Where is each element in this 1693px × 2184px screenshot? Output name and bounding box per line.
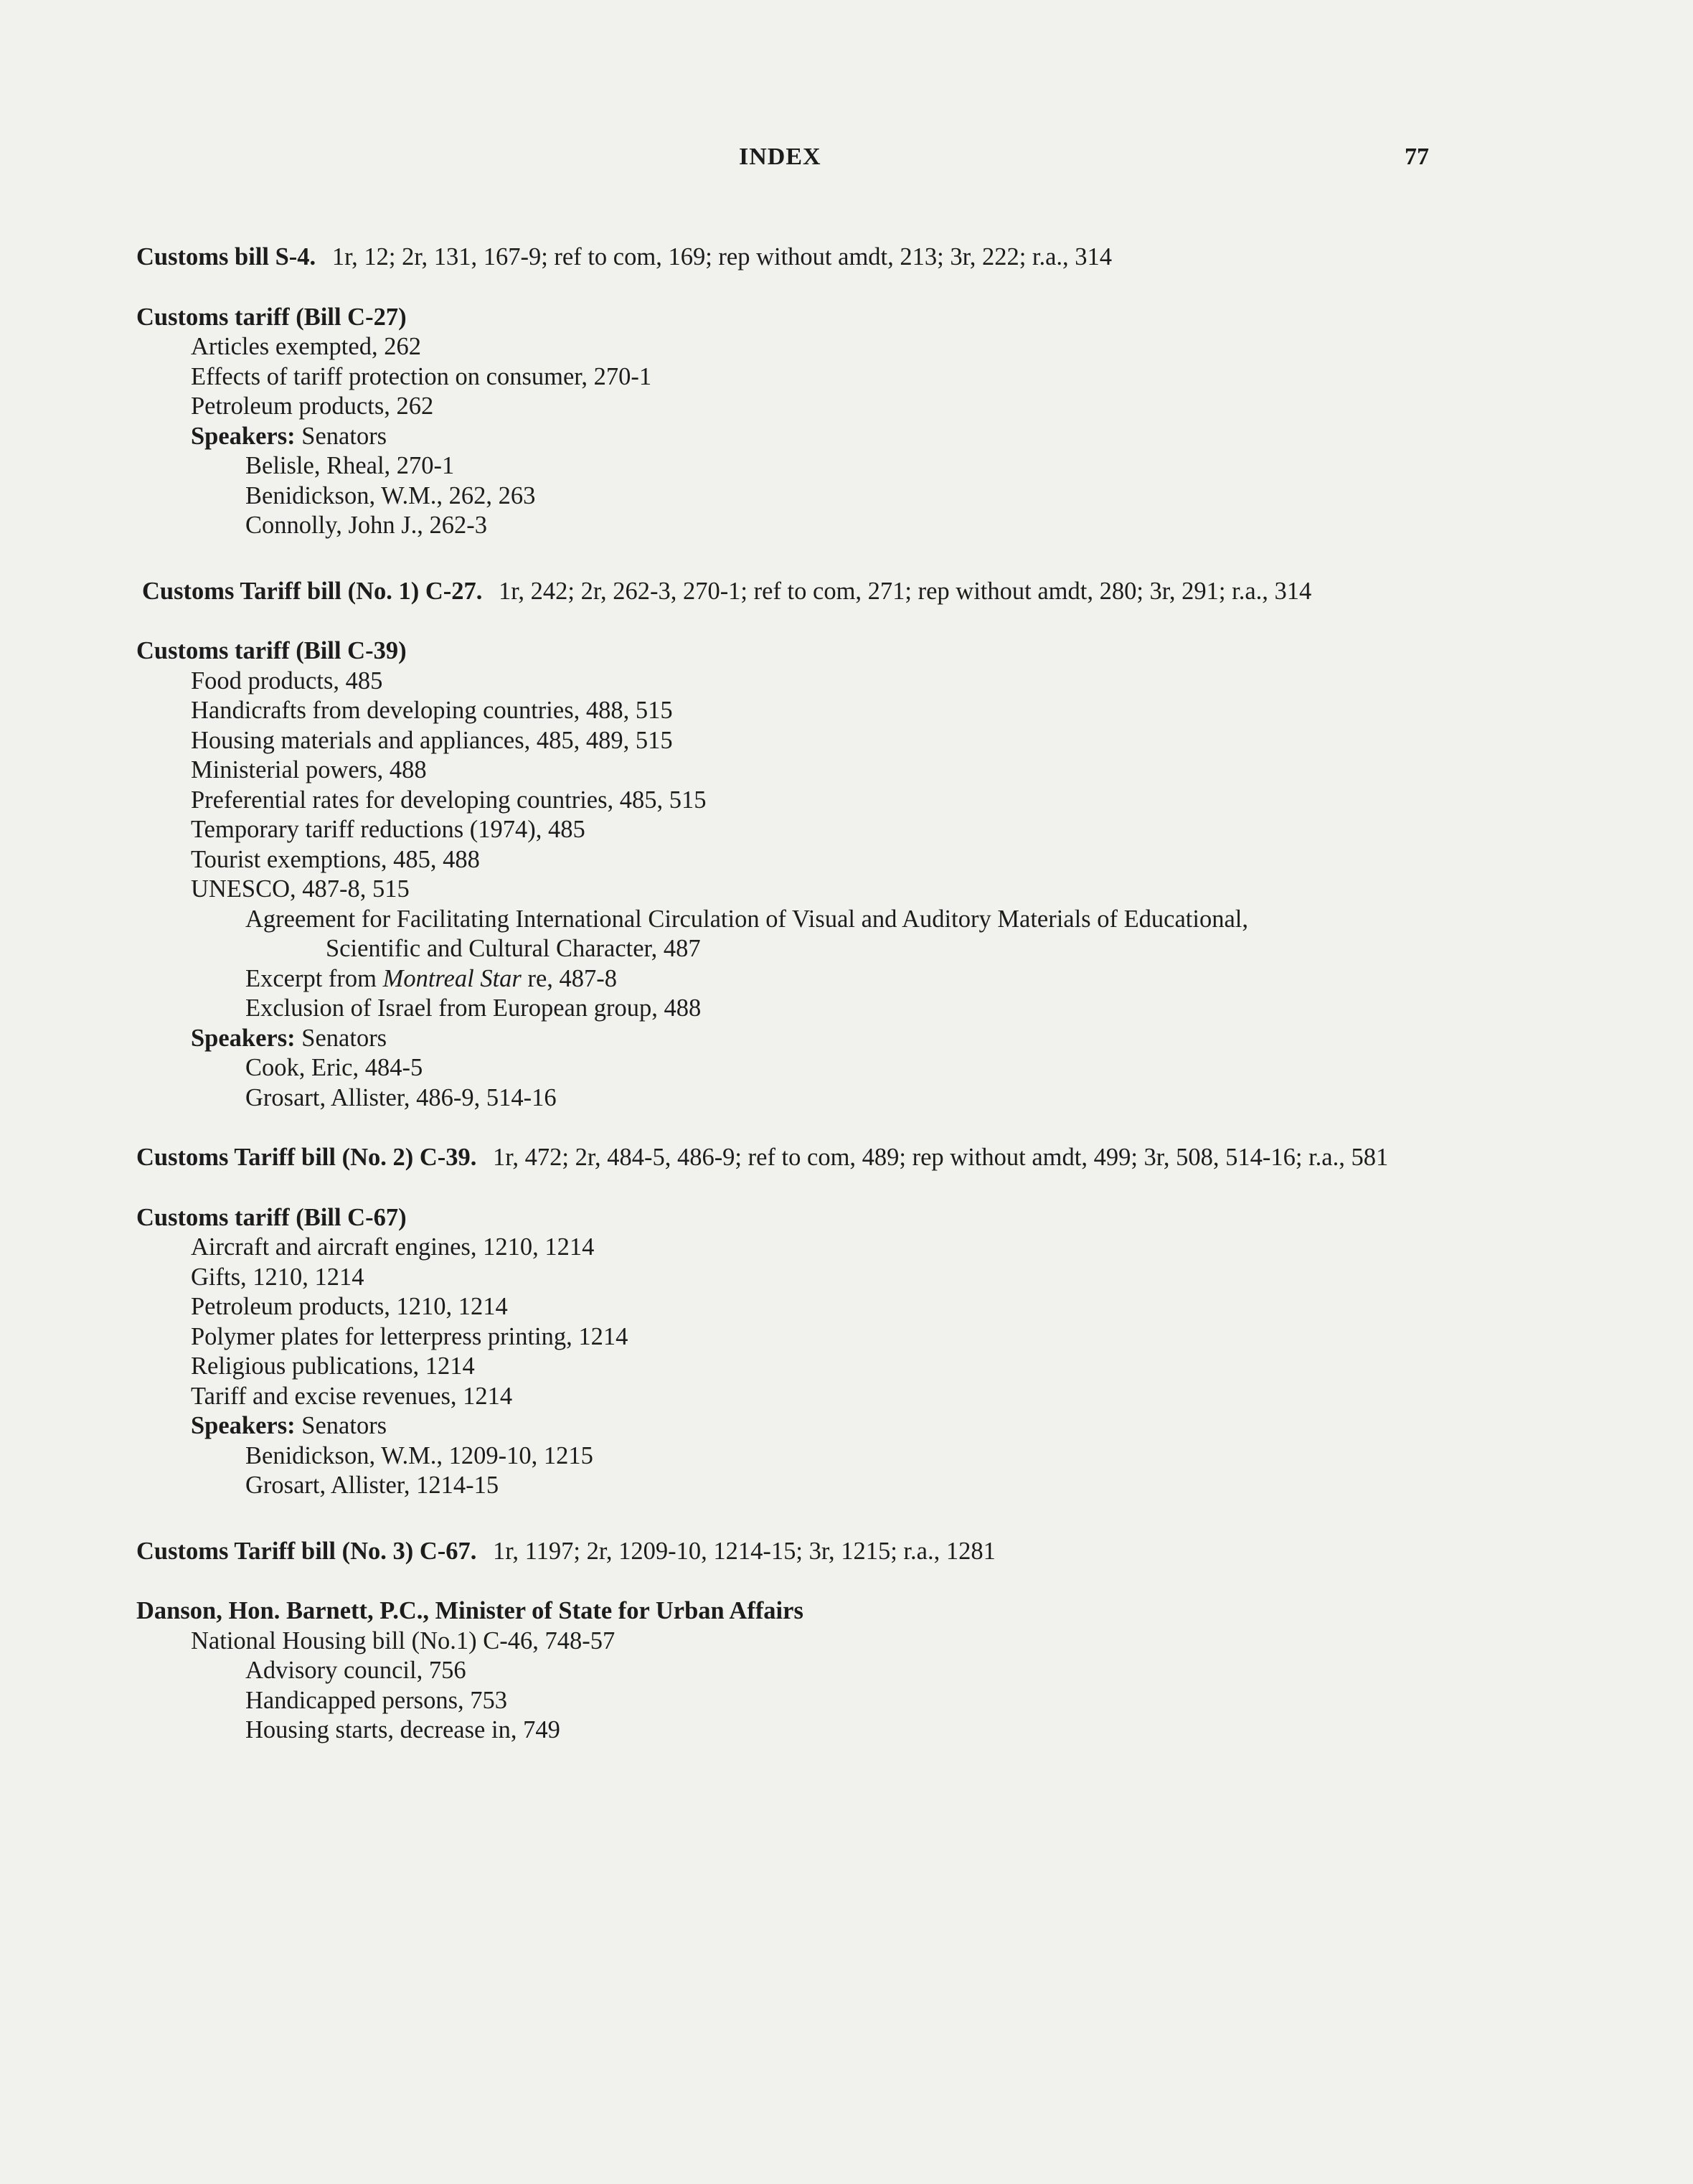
subentry: Temporary tariff reductions (1974), 485 xyxy=(191,816,585,843)
entry-references: 1r, 242; 2r, 262-3, 270-1; ref to com, 271; rep without amdt, 280; 3r, 291; r.a., 314 xyxy=(499,577,1312,605)
page-header-title: INDEX xyxy=(739,143,821,170)
index-entry-customs-tariff-bill-no2 xyxy=(136,1143,1471,1173)
speakers-line xyxy=(136,422,1471,452)
sub-subentry: Advisory council, 756 xyxy=(245,1657,466,1684)
entry-heading: Customs Tariff bill (No. 1) C-27. xyxy=(142,577,483,605)
subentry: Housing materials and appliances, 485, 489, 515 xyxy=(191,726,673,754)
subentry: Tourist exemptions, 485, 488 xyxy=(191,845,480,873)
speaker-entry: Cook, Eric, 484-5 xyxy=(245,1054,423,1081)
sub-subentry: Handicapped persons, 753 xyxy=(245,1686,508,1714)
speaker-entry: Benidickson, W.M., 262, 263 xyxy=(245,481,536,509)
subentry: Ministerial powers, 488 xyxy=(191,756,427,783)
subentry: National Housing bill (No.1) C-46, 748-57 xyxy=(191,1627,616,1655)
entry-heading: Customs tariff (Bill C-39) xyxy=(136,637,407,664)
speakers-group: Senators xyxy=(301,1024,387,1052)
index-entry-customs-tariff-c67 xyxy=(136,1203,1471,1501)
entry-references: 1r, 1197; 2r, 1209-10, 1214-15; 3r, 1215; r.a., 1281 xyxy=(493,1537,996,1565)
subentry: Petroleum products, 1210, 1214 xyxy=(191,1293,508,1320)
sub-subentry-continuation: Scientific and Cultural Character, 487 xyxy=(326,935,701,962)
page-number: 77 xyxy=(1405,143,1429,170)
subentry: Religious publications, 1214 xyxy=(191,1352,475,1380)
index-entry-customs-tariff-c27 xyxy=(136,303,1471,541)
entry-heading: Danson, Hon. Barnett, P.C., Minister of State for Urban Affairs xyxy=(136,1597,803,1624)
publication-title: Montreal Star xyxy=(382,964,522,992)
subentry: Gifts, 1210, 1214 xyxy=(191,1263,364,1291)
speaker-entry: Grosart, Allister, 1214-15 xyxy=(245,1472,499,1499)
entry-heading: Customs tariff (Bill C-27) xyxy=(136,303,407,331)
subentry: UNESCO, 487-8, 515 xyxy=(191,875,410,903)
entry-heading: Customs Tariff bill (No. 2) C-39. xyxy=(136,1144,477,1171)
sub-subentry xyxy=(136,964,1471,994)
speakers-line xyxy=(136,1411,1471,1441)
index-entry-customs-bill-s4 xyxy=(136,243,1471,273)
excerpt-prefix: Excerpt from xyxy=(245,964,383,992)
entry-heading: Customs bill S-4. xyxy=(136,243,316,270)
subentry: Food products, 485 xyxy=(191,667,383,695)
speaker-entry: Connolly, John J., 262-3 xyxy=(245,512,488,539)
speakers-label: Speakers: xyxy=(191,422,296,450)
index-entry-customs-tariff-bill-no1 xyxy=(142,577,1471,607)
index-entry-danson xyxy=(136,1596,1471,1746)
index-content xyxy=(136,243,1471,1746)
subentry: Petroleum products, 262 xyxy=(191,392,434,420)
subentry: Tariff and excise revenues, 1214 xyxy=(191,1382,513,1410)
excerpt-suffix: re, 487-8 xyxy=(521,964,618,992)
speakers-label: Speakers: xyxy=(191,1412,296,1439)
sub-subentry: Agreement for Facilitating International Circulation of Visual and Auditory Materials of Educational, xyxy=(245,905,1248,933)
speaker-entry: Belisle, Rheal, 270-1 xyxy=(245,452,455,479)
speakers-group: Senators xyxy=(301,422,387,450)
speakers-label: Speakers: xyxy=(191,1024,296,1052)
sub-subentry: Housing starts, decrease in, 749 xyxy=(245,1716,560,1743)
sub-subentry: Exclusion of Israel from European group, 488 xyxy=(245,994,702,1022)
speaker-entry: Benidickson, W.M., 1209-10, 1215 xyxy=(245,1441,593,1469)
speaker-entry: Grosart, Allister, 486-9, 514-16 xyxy=(245,1083,557,1111)
entry-references: 1r, 472; 2r, 484-5, 486-9; ref to com, 489; rep without amdt, 499; 3r, 508, 514-16; r.a., 581 xyxy=(493,1144,1389,1171)
subentry: Handicrafts from developing countries, 488, 515 xyxy=(191,697,673,724)
entry-heading: Customs Tariff bill (No. 3) C-67. xyxy=(136,1537,477,1565)
index-entry-customs-tariff-bill-no3 xyxy=(136,1537,1471,1567)
entry-heading: Customs tariff (Bill C-67) xyxy=(136,1203,407,1231)
subentry: Effects of tariff protection on consumer, 270-1 xyxy=(191,362,652,390)
index-entry-customs-tariff-c39 xyxy=(136,636,1471,1113)
subentry: Polymer plates for letterpress printing, 1214 xyxy=(191,1322,628,1350)
subentry: Articles exempted, 262 xyxy=(191,333,421,360)
subentry: Aircraft and aircraft engines, 1210, 1214 xyxy=(191,1233,595,1261)
speakers-line xyxy=(136,1024,1471,1054)
speakers-group: Senators xyxy=(301,1412,387,1439)
entry-references: 1r, 12; 2r, 131, 167-9; ref to com, 169; rep without amdt, 213; 3r, 222; r.a., 314 xyxy=(331,243,1113,270)
subentry: Preferential rates for developing countries, 485, 515 xyxy=(191,786,707,814)
